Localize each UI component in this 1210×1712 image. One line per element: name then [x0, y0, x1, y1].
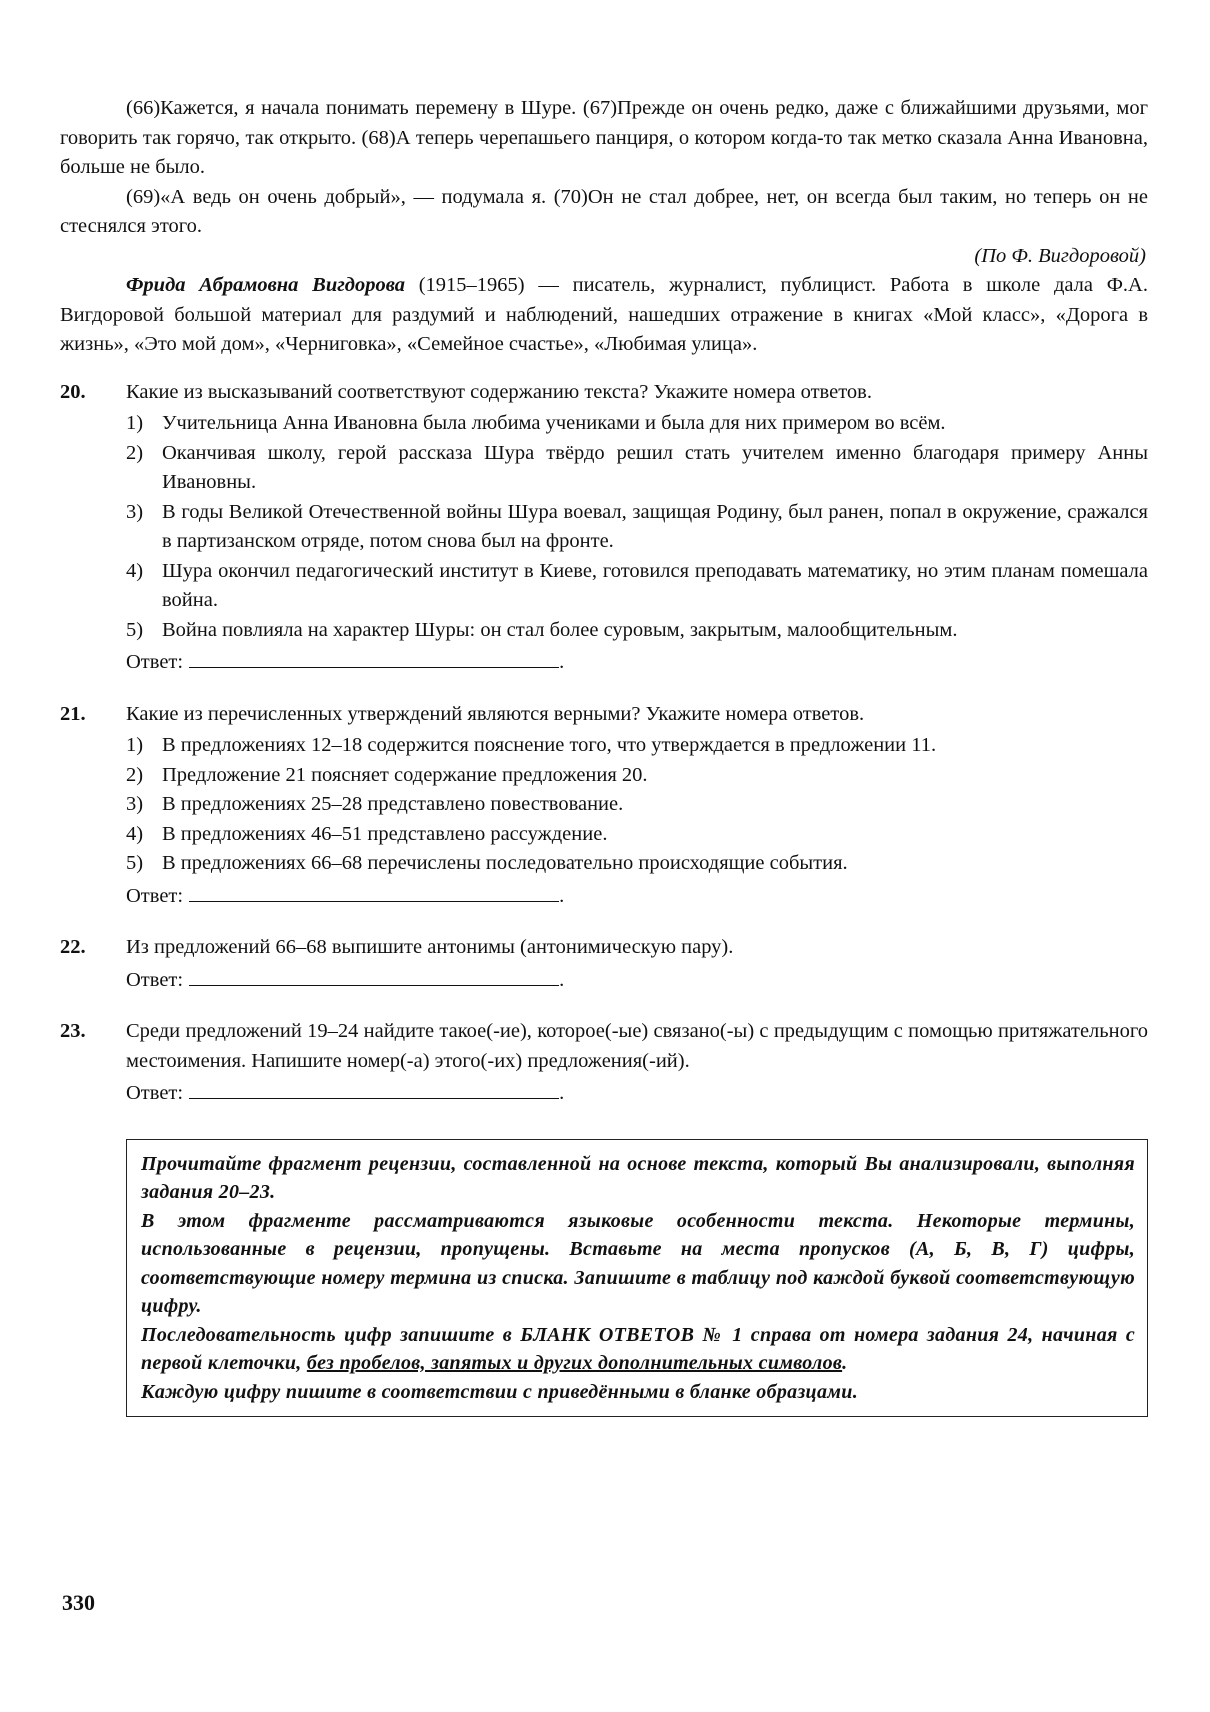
- option-text: Оканчивая школу, герой рассказа Шура твёрдо решил стать учителем именно благодаря примеру Анны Ивановны.: [162, 441, 1148, 493]
- answer-field[interactable]: [189, 1078, 559, 1099]
- instruction-p4: Каждую цифру пишите в соответствии с приведёнными в бланке образцами.: [141, 1380, 858, 1403]
- option-number: 5): [126, 852, 144, 874]
- answer-field[interactable]: [189, 881, 559, 902]
- option-item: [126, 557, 1148, 616]
- task-number: 21.: [60, 702, 86, 725]
- instruction-p3-underlined: без пробелов, запятых и других дополнительных символов: [306, 1352, 843, 1374]
- task-21: [60, 700, 1148, 912]
- option-number: 3): [126, 793, 144, 815]
- option-item: [126, 616, 1148, 646]
- option-item: [126, 849, 1148, 879]
- answer-label: Ответ:: [126, 651, 184, 673]
- instruction-p3: [141, 1321, 1135, 1378]
- answer-label: Ответ:: [126, 968, 184, 991]
- answer-row: Ответ: .: [126, 1078, 1148, 1109]
- answer-label: Ответ:: [126, 884, 184, 907]
- author-bio: [60, 271, 1148, 360]
- task-question: Какие из высказываний соответствуют содержанию текста? Укажите номера ответов.: [126, 380, 872, 403]
- text-source: (По Ф. Вигдоровой): [974, 244, 1146, 267]
- options-list: [126, 409, 1148, 645]
- instruction-p2: В этом фрагменте рассматриваются языковые особенности текста. Некоторые термины, использованные в рецензии, пропущены. Вставьте на места пропусков (А, Б, В, Г) цифры, соответствующие номеру термина из списка. Запишите в таблицу под каждой буквой соответствующую цифру.: [141, 1209, 1135, 1317]
- option-item: [126, 790, 1148, 820]
- author-bio-text: (1915–1965) — писатель, журналист, публицист. Работа в школе дала Ф.А. Вигдоровой большой материал для раздумий и наблюдений, нашедших отражение в книгах «Мой класс», «Дорога в жизнь», «Это мой дом», «Черниговка», «Семейное счастье», «Любимая улица».: [60, 274, 1148, 355]
- task-20: [60, 378, 1148, 678]
- answer-row: Ответ: .: [126, 647, 1148, 678]
- option-text: Учительница Анна Ивановна была любима учениками и была для них примером во всём.: [162, 412, 946, 434]
- author-name: Фрида Абрамовна Вигдорова: [126, 274, 405, 296]
- option-item: [126, 731, 1148, 761]
- answer-label: Ответ:: [126, 1082, 184, 1104]
- option-item: [126, 820, 1148, 850]
- option-item: [126, 409, 1148, 439]
- option-text: В предложениях 25–28 представлено повествование.: [162, 793, 624, 815]
- answer-field[interactable]: [189, 647, 559, 668]
- option-text: В предложениях 46–51 представлено рассуждение.: [162, 822, 608, 845]
- task-number: 23.: [60, 1020, 86, 1042]
- option-text: В годы Великой Отечественной войны Шура воевал, защищая Родину, был ранен, попал в окружение, сражался в партизанском отряде, потом снова был на фронте.: [162, 500, 1148, 552]
- option-text: Шура окончил педагогический институт в Киеве, готовился преподавать математику, но этим планам помешала война.: [162, 559, 1148, 611]
- instruction-p3-start: Последовательность цифр запишите в БЛАНК ОТВЕТОВ № 1 справа от номера задания 24, начиная с первой клеточки,: [141, 1323, 1135, 1374]
- option-number: 1): [126, 412, 144, 434]
- option-number: 4): [126, 822, 144, 845]
- task-question: Из предложений 66–68 выпишите антонимы (антонимическую пару).: [126, 936, 734, 958]
- option-number: 5): [126, 618, 144, 641]
- task-number: 20.: [60, 380, 86, 403]
- instruction-box: [126, 1139, 1148, 1418]
- task-question: Среди предложений 19–24 найдите такое(-ие), которое(-ые) связано(-ы) с предыдущим с помощью притяжательного местоимения. Напишите номер(-а) этого(-их) предложения(-ий).: [126, 1020, 1148, 1072]
- answer-row: Ответ: .: [126, 965, 1148, 996]
- option-text: В предложениях 12–18 содержится пояснение того, что утверждается в предложении 11.: [162, 734, 937, 756]
- task-23: [60, 1017, 1148, 1109]
- answer-field[interactable]: [189, 965, 559, 986]
- instruction-p1: Прочитайте фрагмент рецензии, составленной на основе текста, который Вы анализировали, выполняя задания 20–23.: [141, 1152, 1135, 1203]
- task-22: [60, 933, 1148, 995]
- option-number: 2): [126, 763, 144, 786]
- task-number: 22.: [60, 936, 86, 958]
- option-number: 1): [126, 734, 144, 756]
- options-list: [126, 731, 1148, 879]
- content: [60, 94, 1148, 1417]
- option-item: [126, 498, 1148, 557]
- page-number: 330: [62, 1590, 95, 1615]
- option-item: [126, 439, 1148, 498]
- option-text: Война повлияла на характер Шуры: он стал более суровым, закрытым, малообщительным.: [162, 618, 958, 641]
- paragraph-69-70: (69)«А ведь он очень добрый», — подумала я. (70)Он не стал добрее, нет, он всегда был таким, но теперь он не стеснялся этого.: [60, 185, 1148, 237]
- option-number: 4): [126, 559, 144, 582]
- task-question: Какие из перечисленных утверждений являются верными? Укажите номера ответов.: [126, 702, 865, 725]
- option-item: [126, 761, 1148, 791]
- answer-row: Ответ: .: [126, 881, 1148, 912]
- option-text: Предложение 21 поясняет содержание предложения 20.: [162, 763, 648, 786]
- instruction-p3-end: .: [842, 1352, 848, 1374]
- option-number: 3): [126, 500, 144, 523]
- paragraph-66-68: (66)Кажется, я начала понимать перемену в Шуре. (67)Прежде он очень редко, даже с ближайшими друзьями, мог говорить так горячо, так открыто. (68)А теперь черепашьего панциря, о котором когда-то так метко сказала Анна Ивановна, больше не было.: [60, 97, 1148, 178]
- option-number: 2): [126, 441, 144, 464]
- option-text: В предложениях 66–68 перечислены последовательно происходящие события.: [162, 852, 848, 874]
